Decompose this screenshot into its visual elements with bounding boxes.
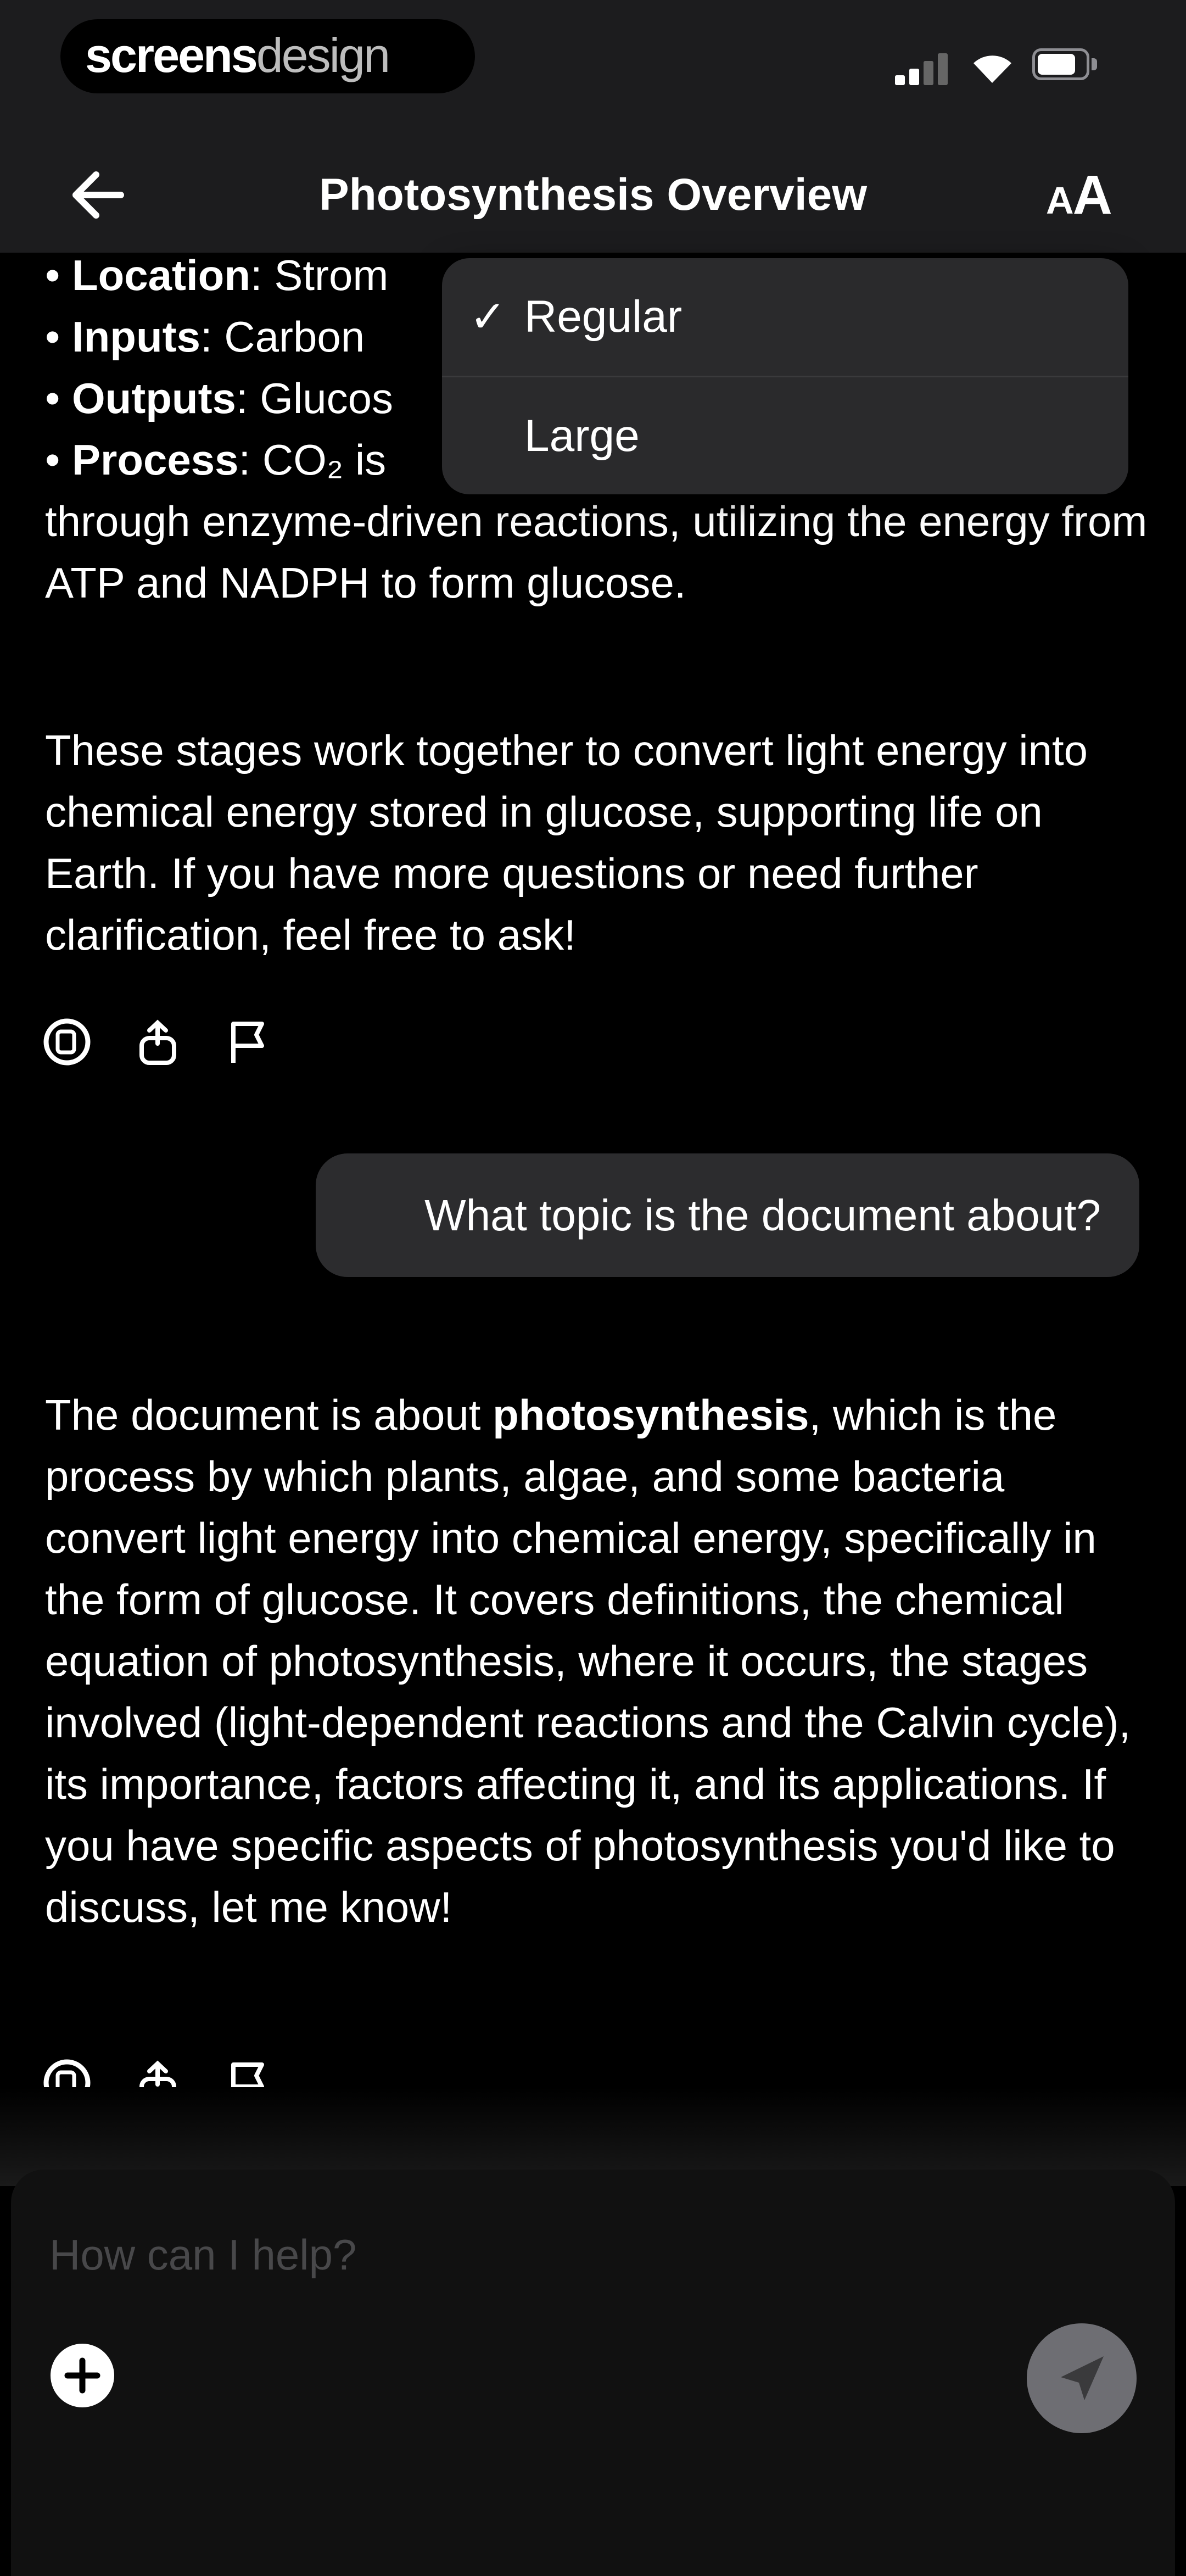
bullet-text: CO₂ is [250,436,387,484]
bullet-sep: : [250,251,262,299]
menu-item-large[interactable] [442,377,1128,494]
bullet-term: Outputs [71,374,236,422]
brand-logo [85,26,389,84]
message-input[interactable]: How can I help? [49,2231,357,2279]
answer-lead: The document is about [45,1391,493,1439]
answer-rest: , which is the process by which plants, algae, and some bacteria convert light energy into chemical energy, specifically in the form of glucose. It covers definitions, the chemical equation of photosynthesis, where it occurs, the stages involved (light-dependent reactions and the Calvin cycle), its importance, factors affecting it, and its applications. If you have specific aspects of photosynthesis you'd like to discuss, let me know! [45,1391,1131,1931]
flag-icon[interactable] [222,1016,275,1068]
message-actions [41,1016,275,1068]
menu-item-regular[interactable] [442,258,1128,376]
bullet-sep: : [200,313,212,361]
battery-icon [1032,48,1098,80]
previous-answer-closing: These stages work together to convert light energy into chemical energy stored in glucose, supporting life on Earth. If you have more questions or need further clarification, feel free to ask! [45,726,1088,959]
text-size-large-glyph: A [1072,164,1111,226]
brand-bold-text: screens [85,28,256,82]
assistant-answer [45,1384,1154,1938]
bullet-text: Strom [262,251,389,299]
send-icon [1027,2323,1137,2433]
menu-item-label: Regular [524,292,682,342]
brand-light-text: design [256,28,389,82]
bullet-term: Process [71,436,239,484]
plus-icon[interactable] [47,2340,118,2411]
bullet-dot: • [45,251,60,299]
bullet-dot: • [45,313,60,361]
bullet-text: Glucos [248,374,394,422]
menu-item-label: Large [524,411,640,461]
text-size-menu [442,258,1128,494]
send-button[interactable] [1027,2323,1137,2433]
copy-icon[interactable] [41,1016,93,1068]
bullet-text: Carbon [212,313,365,361]
share-icon[interactable] [132,1016,184,1068]
cellular-signal-icon [895,52,950,85]
bullet-sep: : [236,374,248,422]
text-size-small-glyph: A [1046,179,1073,222]
text-size-button[interactable] [1046,165,1111,231]
bullet-dot: • [45,436,60,484]
bullet-sep: : [238,436,251,484]
wifi-icon [969,47,1016,85]
answer-bold-term: photosynthesis [493,1391,809,1439]
process-continuation: through enzyme-driven reactions, utilizing the energy from ATP and NADPH to form glucose. [45,497,1148,607]
user-message-bubble: What topic is the document about? [316,1153,1139,1277]
page-title: Photosynthesis Overview [318,170,867,220]
bullet-term: Inputs [71,313,200,361]
bullet-dot: • [45,374,60,422]
checkmark-icon: ✓ [469,292,507,341]
bullet-term: Location [71,251,250,299]
